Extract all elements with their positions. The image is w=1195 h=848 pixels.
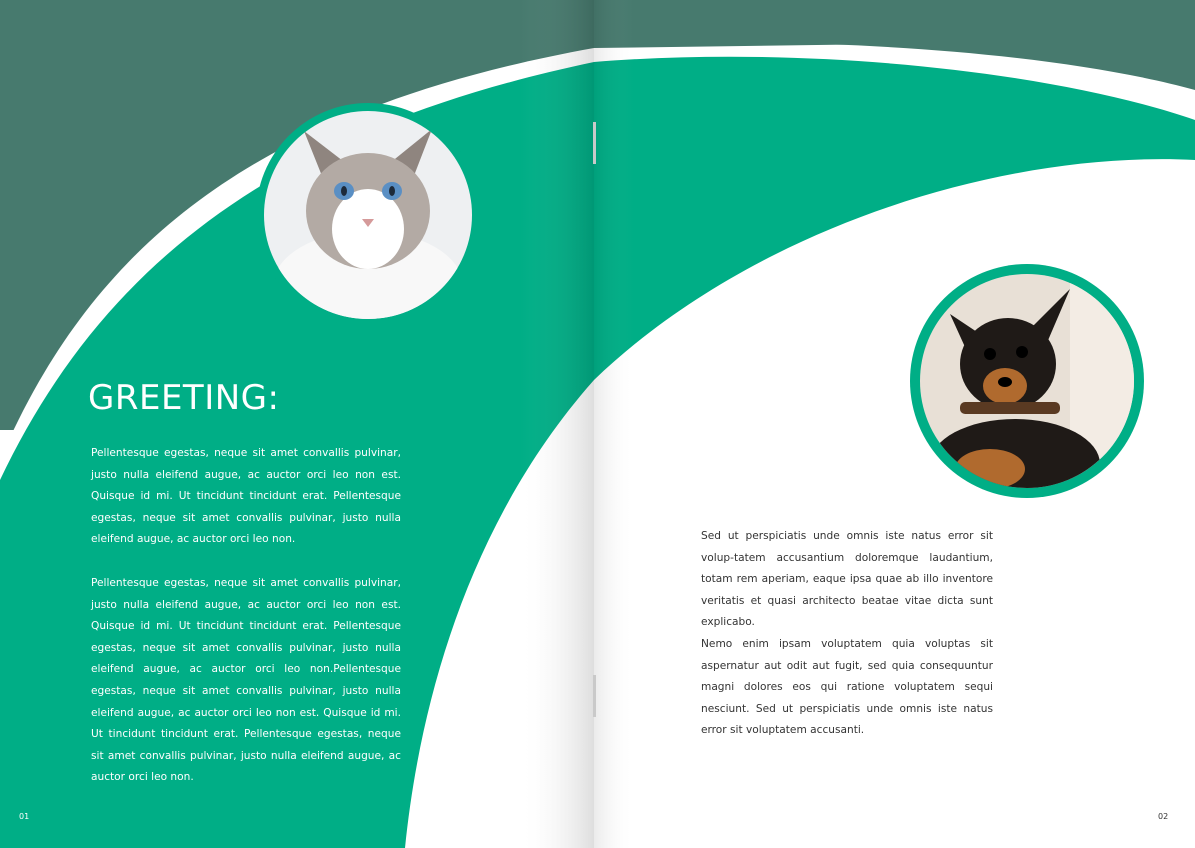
left-paragraph-2: Pellentesque egestas, neque sit amet convallis pulvinar, justo nulla eleifend augue, ac auctor orci leo non est. Quisque id mi. Ut tincidunt tincidunt erat. Pellentesque egestas, neque sit amet convallis pulvinar, justo nulla eleifend augue, ac auctor orci leo non.Pellentesque egestas, neque sit amet convallis pulvinar, justo nulla eleifend augue, ac auctor orci leo non est. Quisque id mi. Ut tincidunt tincidunt erat. Pellentesque egestas, neque sit amet convallis pulvinar, justo nulla eleifend augue, ac auctor orci leo non. [91,577,401,784]
right-paragraph-2: Nemo enim ipsam voluptatem quia voluptas sit aspernatur aut odit aut fugit, sed quia consequuntur magni dolores eos qui ratione voluptatem sequi nesciunt. Sed ut perspiciatis unde omnis iste natus error sit voluptatem accusanti. [701,638,993,737]
page-title: GREETING: [88,378,280,418]
right-paragraph-1: Sed ut perspiciatis unde omnis iste natus error sit volup-tatem accusantium doloremque laudantium, totam rem aperiam, eaque ipsa quae ab illo inventore veritatis et quasi architecto beatae vitae dicta sunt explicabo. [701,530,993,629]
cat-photo [264,111,472,319]
page-number-left: 01 [19,812,30,821]
spine-mark-bottom [593,675,596,717]
left-paragraph-1: Pellentesque egestas, neque sit amet convallis pulvinar, justo nulla eleifend augue, ac auctor orci leo non est. Quisque id mi. Ut tincidunt tincidunt erat. Pellentesque egestas, neque sit amet convallis pulvinar, justo nulla eleifend augue, ac auctor orci leo non. [91,447,401,546]
dog-photo [920,274,1134,488]
spine-mark-top [593,122,596,164]
page-number-right: 02 [1158,812,1169,821]
